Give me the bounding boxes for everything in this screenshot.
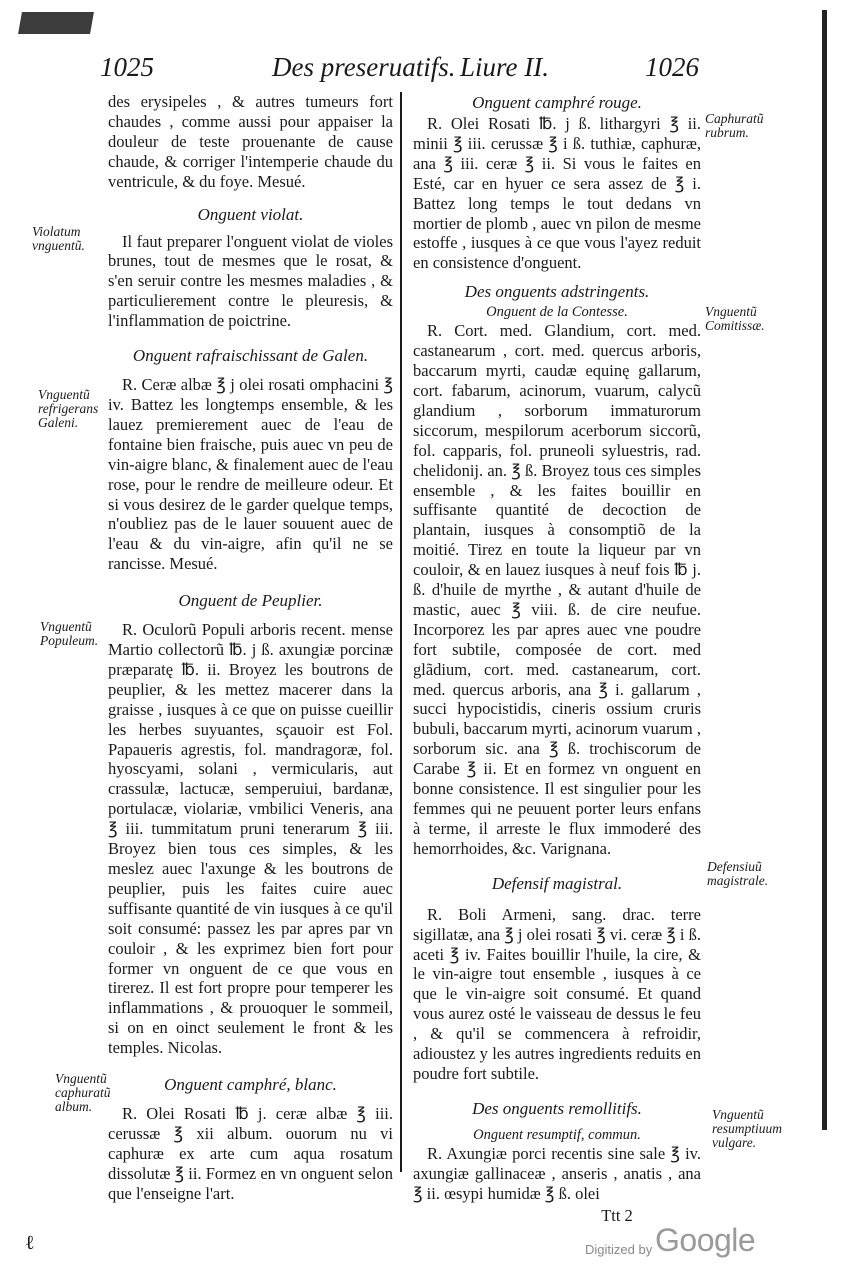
margin-note: Vnguentũ caphuratũ album. [55,1071,111,1114]
margin-note: Caphuratũ rubrum. [705,111,764,140]
running-title: Des preseruatifs. [272,52,456,82]
section-heading: Onguent violat. [197,204,304,224]
paragraph: R. Oculorũ Populi arboris recent. mense Martio collectorũ ℔. j ß. axungiæ porcinæ præparatę ℔. ii. Broyez les boutrons de peuplier, & les mettez macerer dans la graisse , iusques à ce que on puisse cueillir les herbes suyuantes, sçauoir est Fol. Papaueris agrestis, fol. mandragoræ, fol. hyoscyami, solani , vermicularis, aut crassulæ, lactucæ, semperuiui, bardanæ, portulacæ, violariæ, vmbilici Veneris, ana ℥ iii. tummitatum pruni tenerarum ℥ iii. Broyez bien tous ces simples, & les meslez auec l'axunge & les boutrons de peuplier, puis les faites cuire auec suffisante quantité de vin iusques à ce qu'il soit consumé: passez les par apres par vn couloir , & les exprimez bien fort pour former vn onguent de ce que vous en tirerez. Il est fort propre pour temperer les inflammations , & prouoquer le sommeil, si on en oinct seulement le front & les temples. Nicolas. [108,620,393,1058]
paragraph: R. Olei Rosati ℔ j. ceræ albæ ℥ iii. cerussæ ℥ xii album. ouorum nu vi caphuræ ex arte cum aqua rosatum dissolutæ ℥ ii. Formez en vn onguent selon que l'enseigne l'art. [108,1104,393,1203]
section-heading: Onguent de Peuplier. [178,591,323,611]
paragraph: R. Axungiæ porci recentis sine sale ℥ iv. axungiæ gallinaceæ , anseris , anatis , ana ℥ ii. œsypi humidæ ℥ ß. olei [413,1143,701,1203]
margin-note: Defensiuũ magistrale. [707,859,769,888]
signature-mark: Ttt 2 [601,1205,633,1225]
section-heading: Des onguents remollitifs. [472,1098,642,1118]
subsection-heading: Onguent resumptif, commun. [473,1126,641,1143]
page-header [100,52,720,88]
paragraph: R. Boli Armeni, sang. drac. terre sigillatæ, ana ℥ j olei rosati ℥ vi. ceræ ℥ i ß. aceti ℥ iv. Faites bouillir l'huile, la cire, & le vin-aigre tout ensemble , iusques à ce que le vin-aigre soit consumé. Et quand vous aurez osté le vaisseau de dessus le feu , & qu'il se commencera à refroidir, adioustez y les autres ingredients reduits en poudre fort subtile. [413,904,701,1083]
ink-blot-mark [18,12,94,34]
margin-note: Violatum vnguentũ. [32,224,85,253]
subsection-heading: Onguent de la Contesse. [486,304,628,321]
section-heading: Onguent camphré, blanc. [164,1075,337,1095]
paragraph: des erysipeles , & autres tumeurs fort chaudes , comme aussi pour appaiser la douleur de teste prouenante de cause chaude, & corriger l'intemperie chaude du ventricule, & du foye. Mesué. [108,92,393,191]
left-column [108,92,393,1204]
right-page-number: 1026 [645,52,699,82]
paragraph: R. Olei Rosati ℔. j ß. lithargyri ℥ ii. minii ℥ iii. cerussæ ℥ i ß. tuthiæ, caphuræ, ana ℥ iii. ceræ ℥ ii. Si vous le faites en Esté, car en hyuer ce sera assez de ℥ i. Battez long temps le tout dedans vn mortier de plomb , auec vn pilon de mesme estoffe , iusques à ce que vous l'ayez reduit en consistence d'onguent. [413,114,701,273]
digitized-by-label: Digitized by [585,1242,653,1257]
ink-mark: ℓ [26,1232,34,1254]
column-rule [400,92,402,1172]
margin-note: Vnguentũ Comitissæ. [705,304,765,333]
margin-note: Vnguentũ refrigerans Galeni. [38,387,99,430]
margin-note: Vnguentũ Populeum. [40,619,99,648]
paragraph: Il faut preparer l'onguent violat de violes brunes, tout de mesmes que le rosat, & s'en seruir contre les mesmes maladies , & particulierement contre le pleuresis, & l'inflammation de poictrine. [108,231,393,331]
google-logo: Google [655,1222,756,1258]
left-page-number: 1025 [100,52,154,82]
section-heading: Onguent rafraischissant de Galen. [132,346,369,366]
section-heading: Des onguents adstringents. [464,282,650,302]
margin-note: Vnguentũ resumptiuum vulgare. [712,1107,782,1150]
book-label: Liure II. [460,52,549,82]
paragraph: R. Ceræ albæ ℥ j olei rosati omphacini ℥ iv. Battez les longtemps ensemble, & les lauez premierement auec de l'eau de fontaine bien fraische, puis auec vn peu de vin-aigre blanc, & finalement auec de l'eau rose, pour le rendre de meilleure odeur. Et si vous desirez de le garder quelque temps, n'oubliez pas de le lauer souuent auec de l'eau & du vin-aigre, afin qu'il ne se rancisse. Mesué. [108,375,393,574]
section-heading: Defensif magistral. [491,873,623,893]
right-column [413,92,701,1226]
section-heading: Onguent camphré rouge. [472,93,642,112]
paragraph: R. Cort. med. Glandium, cort. med. castanearum , cort. med. quercus arboris, baccarum myrti, caudæ equinę gallarum, cort. fabarum, acinorum, vuarum, calycũ glandium , sorborum immaturorum siccorum, mespilorum acerborum siccorũ, fol. capparis, fol. pruneoli syluestris, rad. chelidonij. an. ℥ ß. Broyez tous ces simples ensemble , & les faites bouillir en suffisante quantité de decoction de plantain, iusques à consomptiõ de la moitié. Tirez en toute la liqueur par vn couloir, & en lauez iusques à neuf fois ℔ j. ß. d'huile de myrthe , & autant d'huile de mastic, auec ℥ viii. ß. de cire neufue. Incorporez les par apres auec vne poudre fort subtile, composée de cort. med glãdium, cort. med. castanearum, cort. med. quercus arboris, ana ℥ i. gallarum , succi hypocistidis, cineris ossium cruris bubuli, baccarum myrti, acinorum vuarum , sorborum sic. ana ℥ ß. trochiscorum de Carabe ℥ ii. Et en formez vn onguent en bonne consistence. Il est singulier pour les femmes qui ne peuuent porter leurs enfans à terme, il arreste le flux immoderé des hemorrhoides, &c. Varignana. [413,321,701,858]
page-edge-rule [822,10,827,1130]
